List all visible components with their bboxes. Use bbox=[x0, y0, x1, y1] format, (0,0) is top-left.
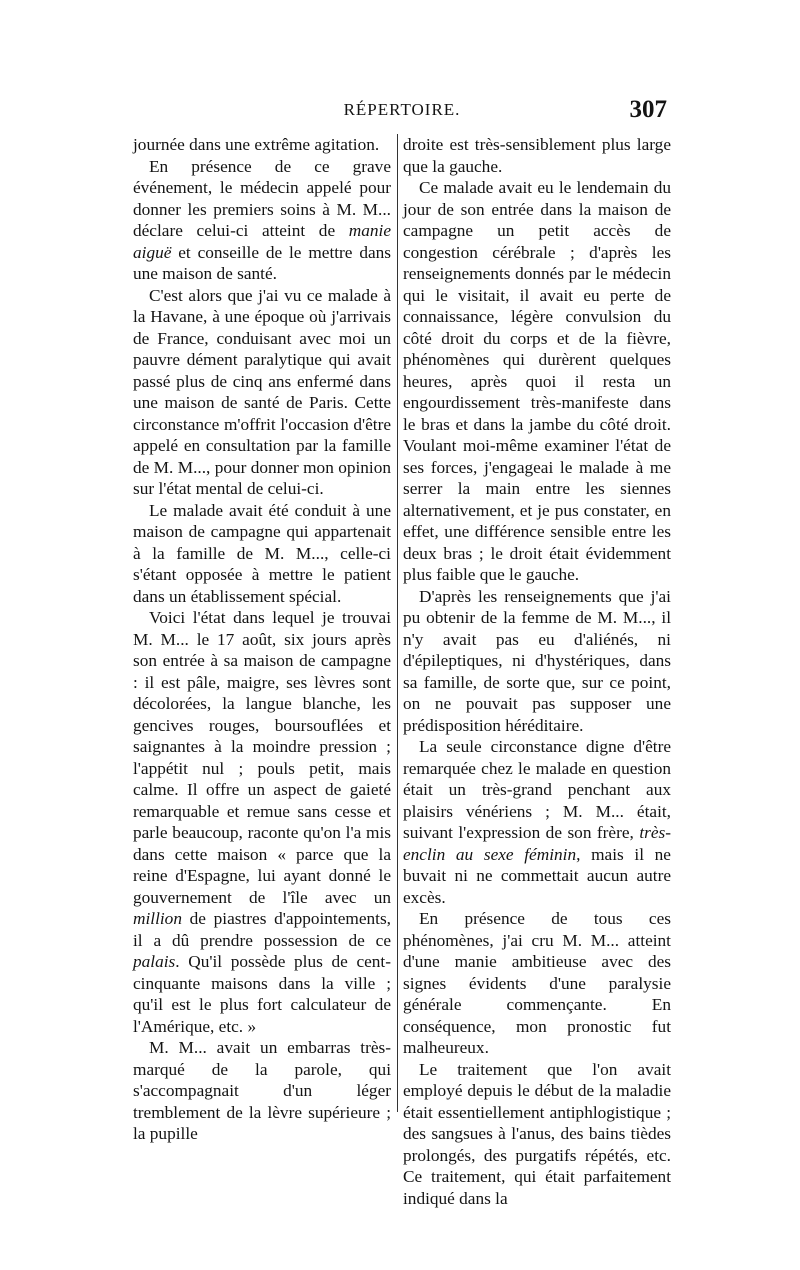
paragraph: M. M... avait un embarras très-marqué de la parole, qui s'accompagnait d'un léger tremblement de la lèvre supérieure ; la pupille bbox=[133, 1038, 391, 1143]
text-run: et conseille de le mettre dans une maison de santé. bbox=[133, 242, 391, 283]
paragraph: Ce malade avait eu le lendemain du jour de son entrée dans la maison de campagne un petit accès de congestion cérébrale ; d'après les renseignements donnés par le médecin qui le visitait, il avait eu perte de connaissance, légère convulsion du côté droit du corps et de la fièvre, phénomènes qui durèrent quelques heures, après quoi il resta un engourdissement très-manifeste dans le bras et dans la jambe du côté droit. Voulant moi-même examiner l'état de ses forces, j'engageai le malade à me serrer la main entre les siennes alternativement, et je pus constater, en effet, une différence sensible entre les deux bras ; le droit était évidemment plus faible que le gauche. bbox=[403, 178, 671, 584]
paragraph: droite est très-sensiblement plus large que la gauche. bbox=[403, 135, 671, 176]
paragraph: Le malade avait été conduit à une maison de campagne qui appartenait à la famille de M. M..., celle-ci s'étant opposée à mettre le patient dans un établissement spécial. bbox=[133, 500, 391, 606]
text-run: Voici l'état dans lequel je trouvai M. M... le 17 août, six jours après son entrée à sa maison de campagne : il est pâle, maigre, ses lèvres sont décolorées, la langue blanche, les gencives rouges, boursouflées et saignantes à la moindre pression ; l'appétit nul ; pouls petit, mais calme. Il offre un aspect de gaieté remarquable et remue sans cesse et parle beaucoup, raconte qu'on l'a mis dans cette maison « parce que la reine d'Espagne, lui ayant donné le gouvernement de l'île avec un bbox=[133, 608, 391, 907]
paragraph bbox=[403, 736, 671, 908]
running-title: RÉPERTOIRE. bbox=[343, 100, 461, 119]
right-column bbox=[403, 134, 671, 1209]
italic-text: palais bbox=[133, 952, 176, 971]
running-head bbox=[133, 96, 671, 128]
paragraph: journée dans une extrême agitation. bbox=[133, 135, 380, 154]
paragraph bbox=[133, 607, 391, 1037]
italic-text: manie aiguë bbox=[133, 221, 391, 262]
italic-text: très-enclin au sexe féminin bbox=[403, 823, 671, 864]
paragraph bbox=[133, 156, 391, 285]
text-run: . Qu'il possède plus de cent-cinquante maisons dans la ville ; qu'il est le plus fort calculateur de l'Amérique, etc. » bbox=[133, 952, 391, 1036]
text-run: La seule circonstance digne d'être remarquée chez le malade en question était un très-grand penchant aux plaisirs vénériens ; M. M... était, suivant l'expression de son frère, bbox=[403, 737, 671, 842]
italic-text: million bbox=[133, 909, 182, 928]
paragraph: D'après les renseignements que j'ai pu obtenir de la femme de M. M..., il n'y avait pas eu d'aliénés, ni d'épileptiques, ni d'hystériques, dans sa famille, de sorte que, sur ce point, on ne pouvait pas supposer une prédisposition héréditaire. bbox=[403, 586, 671, 735]
column-rule bbox=[397, 134, 398, 1112]
paragraph: C'est alors que j'ai vu ce malade à la Havane, à une époque où j'arrivais de France, conduisant avec moi un pauvre dément paralytique qui avait passé plus de cinq ans enfermé dans une maison de santé de Paris. Cette circonstance m'offrit l'occasion d'être appelé en consultation par la famille de M. M..., pour donner mon opinion sur l'état mental de celui-ci. bbox=[133, 285, 391, 498]
paragraph: Le traitement que l'on avait employé depuis le début de la maladie était essentiellement antiphlogistique ; des sangsues à l'anus, des bains tièdes prolongés, des purgatifs répétés, etc. Ce traitement, qui était parfaitement indiqué dans la bbox=[403, 1059, 671, 1208]
text-run: En présence de ce grave événement, le médecin appelé pour donner les premiers soins à M. M... déclare celui-ci atteint de bbox=[133, 156, 391, 240]
left-column bbox=[133, 134, 391, 1145]
text-run: de piastres d'appointements, il a dû prendre possession de ce bbox=[133, 909, 391, 950]
text-run: , mais il ne buvait ni ne commettait aucun autre excès. bbox=[403, 844, 671, 907]
paragraph: En présence de tous ces phénomènes, j'ai cru M. M... atteint d'une manie ambitieuse avec des signes évidents d'une paralysie générale commençante. En conséquence, mon pronostic fut malheureux. bbox=[403, 909, 671, 1057]
page-number: 307 bbox=[629, 96, 667, 123]
